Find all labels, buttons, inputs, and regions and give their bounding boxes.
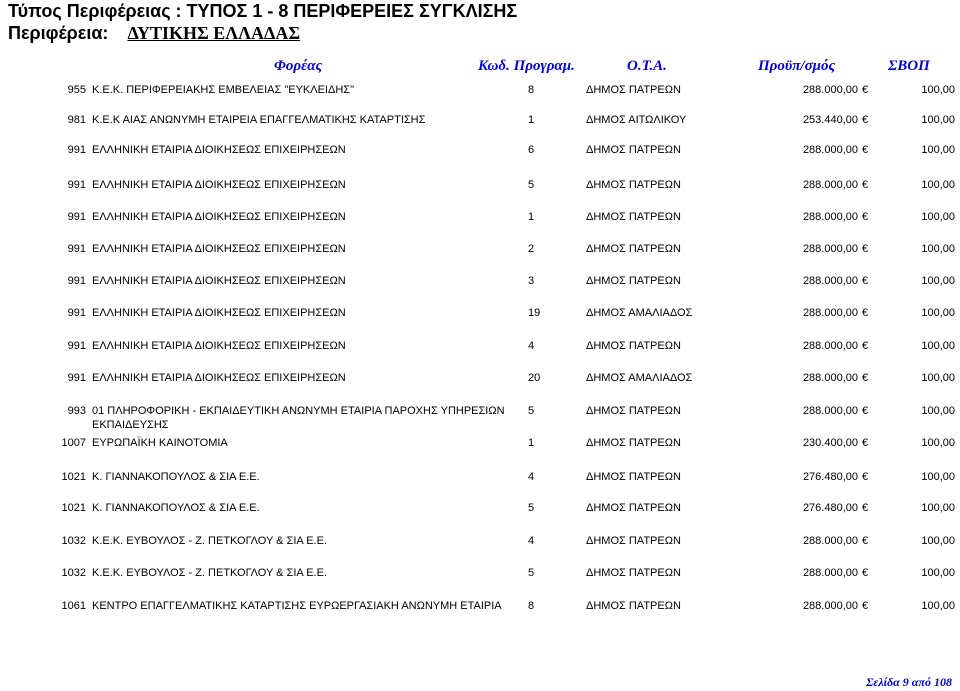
euro-icon: € xyxy=(862,600,869,612)
row-ota: ΔΗΜΟΣ ΠΑΤΡΕΩΝ xyxy=(586,243,681,255)
row-foreas-name: ΕΛΛΗΝΙΚΗ ΕΤΑΙΡΙΑ ΔΙΟΙΚΗΣΕΩΣ ΕΠΙΧΕΙΡΗΣΕΩΝ xyxy=(92,372,346,384)
row-program-code: 1 xyxy=(528,114,535,126)
euro-icon: € xyxy=(862,307,869,319)
row-code: 991 xyxy=(67,211,86,223)
page-number: Σελίδα 9 από 108 xyxy=(866,675,952,689)
row-foreas-name: ΕΥΡΩΠΑΪΚΗ ΚΑΙΝΟΤΟΜΙΑ xyxy=(92,437,228,449)
euro-icon: € xyxy=(862,275,869,287)
column-header-foreas: Φορέας xyxy=(274,58,323,74)
euro-icon: € xyxy=(862,535,869,547)
row-foreas-name: Κ.Ε.Κ ΑΙΑΣ ΑΝΩΝΥΜΗ ΕΤΑΙΡΕΙΑ ΕΠΑΓΓΕΛΜΑΤΙΚΗΣ ΚΑΤΑΡΤΙΣΗΣ xyxy=(92,114,426,126)
row-budget: 288.000,00 xyxy=(802,275,858,287)
euro-icon: € xyxy=(862,114,869,126)
euro-icon: € xyxy=(862,211,869,223)
row-budget: 276.480,00 xyxy=(802,502,858,514)
row-ota: ΔΗΜΟΣ ΑΜΑΛΙΑΔΟΣ xyxy=(586,372,693,384)
row-ota: ΔΗΜΟΣ ΠΑΤΡΕΩΝ xyxy=(586,567,681,579)
row-foreas-name: ΕΛΛΗΝΙΚΗ ΕΤΑΙΡΙΑ ΔΙΟΙΚΗΣΕΩΣ ΕΠΙΧΕΙΡΗΣΕΩΝ xyxy=(92,243,346,255)
row-code: 991 xyxy=(67,179,86,191)
row-code: 991 xyxy=(67,275,86,287)
row-budget: 288.000,00 xyxy=(802,243,858,255)
row-foreas-name: ΕΛΛΗΝΙΚΗ ΕΤΑΙΡΙΑ ΔΙΟΙΚΗΣΕΩΣ ΕΠΙΧΕΙΡΗΣΕΩΝ xyxy=(92,340,346,352)
row-svop: 100,00 xyxy=(921,275,955,287)
row-ota: ΔΗΜΟΣ ΠΑΤΡΕΩΝ xyxy=(586,144,681,156)
row-code: 1061 xyxy=(61,600,86,612)
row-ota: ΔΗΜΟΣ ΑΜΑΛΙΑΔΟΣ xyxy=(586,307,693,319)
row-svop: 100,00 xyxy=(921,340,955,352)
row-code: 981 xyxy=(67,114,86,126)
row-foreas-name: Κ.Ε.Κ. ΕΥΒΟΥΛΟΣ - Ζ. ΠΕΤΚΟΓΛΟΥ & ΣΙΑ Ε.Ε. xyxy=(92,567,327,579)
row-ota: ΔΗΜΟΣ ΠΑΤΡΕΩΝ xyxy=(586,84,681,96)
row-code: 991 xyxy=(67,372,86,384)
row-budget: 276.480,00 xyxy=(802,471,858,483)
region-label: Περιφέρεια: xyxy=(8,23,109,43)
row-program-code: 6 xyxy=(528,144,535,156)
row-program-code: 5 xyxy=(528,405,535,417)
row-code: 991 xyxy=(67,340,86,352)
row-code: 991 xyxy=(67,307,86,319)
row-svop: 100,00 xyxy=(921,114,955,126)
euro-icon: € xyxy=(862,405,869,417)
row-program-code: 5 xyxy=(528,502,535,514)
region-line xyxy=(8,22,300,44)
row-program-code: 3 xyxy=(528,275,535,287)
row-budget: 288.000,00 xyxy=(802,307,858,319)
row-ota: ΔΗΜΟΣ ΠΑΤΡΕΩΝ xyxy=(586,179,681,191)
row-budget: 288.000,00 xyxy=(802,340,858,352)
row-ota: ΔΗΜΟΣ ΠΑΤΡΕΩΝ xyxy=(586,275,681,287)
row-ota: ΔΗΜΟΣ ΠΑΤΡΕΩΝ xyxy=(586,502,681,514)
page-title: Τύπος Περιφέρειας : ΤΥΠΟΣ 1 - 8 ΠΕΡΙΦΕΡΕΙΕΣ ΣΥΓΚΛΙΣΗΣ xyxy=(8,1,518,21)
row-budget: 288.000,00 xyxy=(802,211,858,223)
row-program-code: 5 xyxy=(528,179,535,191)
row-ota: ΔΗΜΟΣ ΠΑΤΡΕΩΝ xyxy=(586,211,681,223)
row-code: 1007 xyxy=(61,437,86,449)
column-header-program-code: Κωδ. Προγραμ. xyxy=(478,58,575,74)
row-ota: ΔΗΜΟΣ ΠΑΤΡΕΩΝ xyxy=(586,471,681,483)
row-foreas-name: Κ.Ε.Κ. ΕΥΒΟΥΛΟΣ - Ζ. ΠΕΤΚΟΓΛΟΥ & ΣΙΑ Ε.Ε. xyxy=(92,535,327,547)
row-program-code: 20 xyxy=(528,372,541,384)
row-svop: 100,00 xyxy=(921,372,955,384)
row-code: 1021 xyxy=(61,502,86,514)
row-foreas-name: ΚΕΝΤΡΟ ΕΠΑΓΓΕΛΜΑΤΙΚΗΣ ΚΑΤΑΡΤΙΣΗΣ ΕΥΡΩΕΡΓΑΣΙΑΚΗ ΑΝΩΝΥΜΗ ΕΤΑΙΡΙΑ xyxy=(92,600,502,612)
row-ota: ΔΗΜΟΣ ΠΑΤΡΕΩΝ xyxy=(586,405,681,417)
row-svop: 100,00 xyxy=(921,502,955,514)
row-svop: 100,00 xyxy=(921,437,955,449)
row-svop: 100,00 xyxy=(921,179,955,191)
column-header-svop: ΣΒΟΠ xyxy=(888,58,930,74)
column-header-ota: Ο.Τ.Α. xyxy=(627,58,667,74)
row-code: 1021 xyxy=(61,471,86,483)
row-budget: 288.000,00 xyxy=(802,179,858,191)
euro-icon: € xyxy=(862,179,869,191)
row-budget: 230.400,00 xyxy=(802,437,858,449)
row-ota: ΔΗΜΟΣ ΑΙΤΩΛΙΚΟΥ xyxy=(586,114,687,126)
row-foreas-name: ΕΛΛΗΝΙΚΗ ΕΤΑΙΡΙΑ ΔΙΟΙΚΗΣΕΩΣ ΕΠΙΧΕΙΡΗΣΕΩΝ xyxy=(92,144,346,156)
row-program-code: 5 xyxy=(528,567,535,579)
row-svop: 100,00 xyxy=(921,307,955,319)
row-budget: 288.000,00 xyxy=(802,144,858,156)
row-budget: 253.440,00 xyxy=(802,114,858,126)
euro-icon: € xyxy=(862,340,869,352)
row-svop: 100,00 xyxy=(921,471,955,483)
row-code: 991 xyxy=(67,144,86,156)
row-ota: ΔΗΜΟΣ ΠΑΤΡΕΩΝ xyxy=(586,600,681,612)
row-ota: ΔΗΜΟΣ ΠΑΤΡΕΩΝ xyxy=(586,535,681,547)
row-svop: 100,00 xyxy=(921,144,955,156)
row-svop: 100,00 xyxy=(921,211,955,223)
column-header-budget: Προϋπ/σμός xyxy=(758,58,836,74)
row-ota: ΔΗΜΟΣ ΠΑΤΡΕΩΝ xyxy=(586,340,681,352)
euro-icon: € xyxy=(862,567,869,579)
row-foreas-name: Κ. ΓΙΑΝΝΑΚΟΠΟΥΛΟΣ & ΣΙΑ Ε.Ε. xyxy=(92,471,260,483)
row-ota: ΔΗΜΟΣ ΠΑΤΡΕΩΝ xyxy=(586,437,681,449)
row-program-code: 19 xyxy=(528,307,541,319)
row-budget: 288.000,00 xyxy=(802,535,858,547)
row-svop: 100,00 xyxy=(921,84,955,96)
row-budget: 288.000,00 xyxy=(802,600,858,612)
row-svop: 100,00 xyxy=(921,535,955,547)
row-program-code: 4 xyxy=(528,340,535,352)
euro-icon: € xyxy=(862,437,869,449)
row-code: 1032 xyxy=(61,535,86,547)
row-foreas-name: ΕΛΛΗΝΙΚΗ ΕΤΑΙΡΙΑ ΔΙΟΙΚΗΣΕΩΣ ΕΠΙΧΕΙΡΗΣΕΩΝ xyxy=(92,307,346,319)
row-svop: 100,00 xyxy=(921,405,955,417)
row-program-code: 1 xyxy=(528,437,535,449)
row-program-code: 4 xyxy=(528,535,535,547)
row-foreas-name: ΕΛΛΗΝΙΚΗ ΕΤΑΙΡΙΑ ΔΙΟΙΚΗΣΕΩΣ ΕΠΙΧΕΙΡΗΣΕΩΝ xyxy=(92,179,346,191)
row-program-code: 8 xyxy=(528,600,535,612)
euro-icon: € xyxy=(862,144,869,156)
row-code: 991 xyxy=(67,243,86,255)
row-foreas-name: Κ.Ε.Κ. ΠΕΡΙΦΕΡΕΙΑΚΗΣ ΕΜΒΕΛΕΙΑΣ "ΕΥΚΛΕΙΔΗΣ" xyxy=(92,84,354,96)
row-budget: 288.000,00 xyxy=(802,567,858,579)
euro-icon: € xyxy=(862,243,869,255)
row-budget: 288.000,00 xyxy=(802,405,858,417)
row-code: 955 xyxy=(67,84,86,96)
row-foreas-name: Κ. ΓΙΑΝΝΑΚΟΠΟΥΛΟΣ & ΣΙΑ Ε.Ε. xyxy=(92,502,260,514)
euro-icon: € xyxy=(862,84,869,96)
row-program-code: 2 xyxy=(528,243,535,255)
euro-icon: € xyxy=(862,502,869,514)
row-program-code: 8 xyxy=(528,84,535,96)
row-code: 1032 xyxy=(61,567,86,579)
euro-icon: € xyxy=(862,471,869,483)
row-svop: 100,00 xyxy=(921,600,955,612)
row-foreas-name: ΕΛΛΗΝΙΚΗ ΕΤΑΙΡΙΑ ΔΙΟΙΚΗΣΕΩΣ ΕΠΙΧΕΙΡΗΣΕΩΝ xyxy=(92,275,346,287)
row-budget: 288.000,00 xyxy=(802,84,858,96)
region-value: ΔΥΤΙΚΗΣ ΕΛΛΑΔΑΣ xyxy=(127,23,301,43)
row-program-code: 4 xyxy=(528,471,535,483)
row-svop: 100,00 xyxy=(921,243,955,255)
row-code: 993 xyxy=(67,405,86,417)
row-program-code: 1 xyxy=(528,211,535,223)
row-budget: 288.000,00 xyxy=(802,372,858,384)
row-svop: 100,00 xyxy=(921,567,955,579)
row-foreas-name: 01 ΠΛΗΡΟΦΟΡΙΚΗ - ΕΚΠΑΙΔΕΥΤΙΚΗ ΑΝΩΝΥΜΗ ΕΤΑΙΡΙΑ ΠΑΡΟΧΗΣ ΥΠΗΡΕΣΙΩΝ ΕΚΠΑΙΔΕΥΣΗΣ xyxy=(92,405,505,431)
row-foreas-name: ΕΛΛΗΝΙΚΗ ΕΤΑΙΡΙΑ ΔΙΟΙΚΗΣΕΩΣ ΕΠΙΧΕΙΡΗΣΕΩΝ xyxy=(92,211,346,223)
euro-icon: € xyxy=(862,372,869,384)
